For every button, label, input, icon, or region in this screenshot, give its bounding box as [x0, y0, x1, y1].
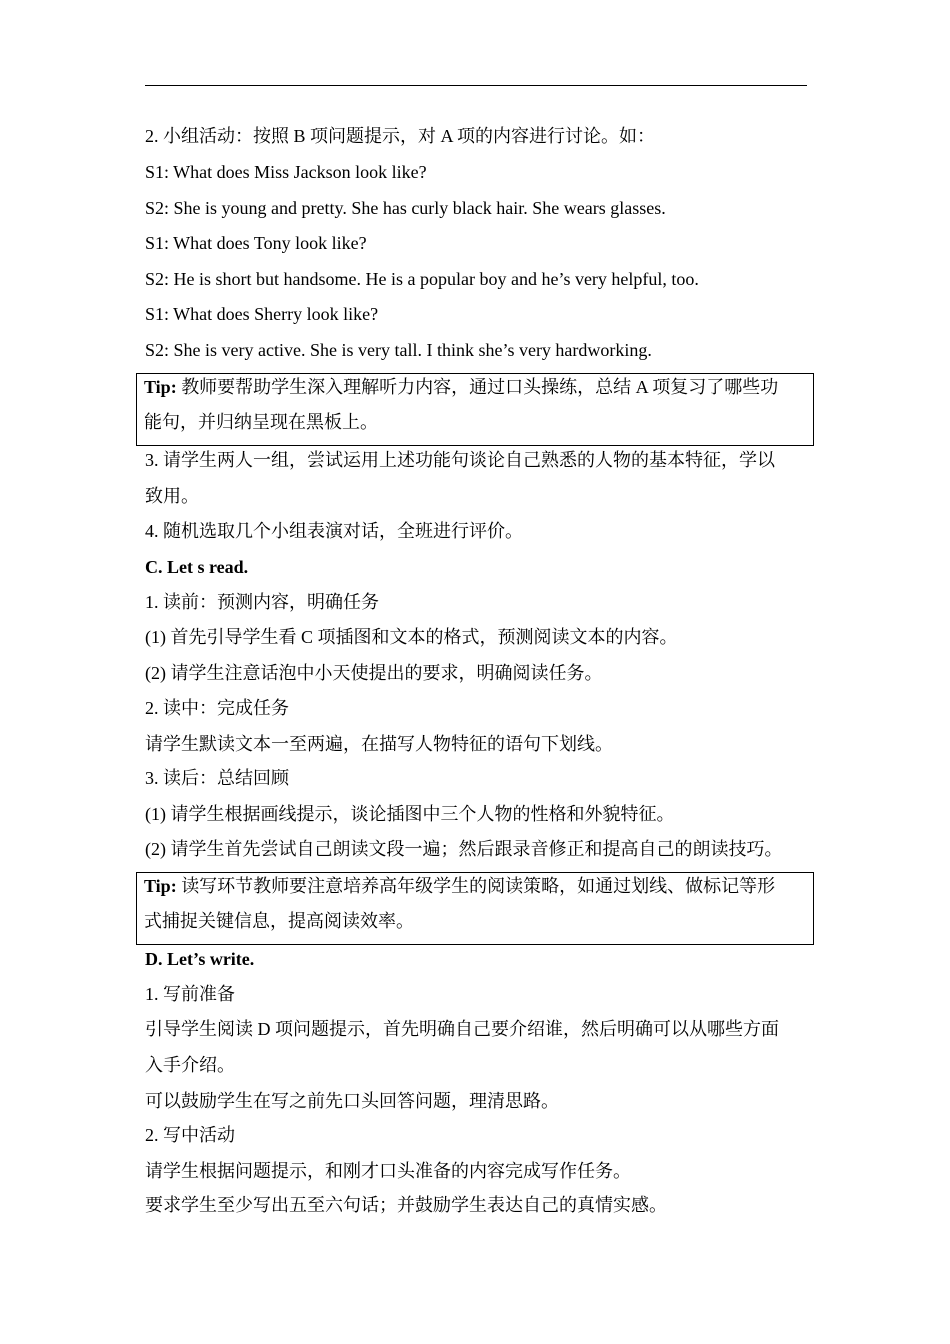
while-writing-item: 要求学生至少写出五至六句话；并鼓励学生表达自己的真情实感。	[145, 1195, 667, 1215]
post-reading-step: 3. 读后：总结回顾	[145, 768, 289, 788]
dialogue-line: S2: She is young and pretty. She has curly black hair. She wears glasses.	[145, 198, 666, 218]
while-reading-item: 请学生默读文本一至两遍，在描写人物特征的语句下划线。	[145, 734, 613, 754]
pre-writing-item-continued: 入手介绍。	[145, 1055, 235, 1075]
tip-box	[136, 373, 814, 446]
pre-writing-step: 1. 写前准备	[145, 984, 235, 1004]
post-reading-item: (2) 请学生首先尝试自己朗读文段一遍；然后跟录音修正和提高自己的朗读技巧。	[145, 839, 783, 859]
dialogue-line: S1: What does Miss Jackson look like?	[145, 162, 427, 182]
pre-reading-step: 1. 读前：预测内容，明确任务	[145, 592, 379, 612]
tip-line: 式捕捉关键信息，提高阅读效率。	[144, 911, 414, 931]
post-reading-item: (1) 请学生根据画线提示，谈论插图中三个人物的性格和外貌特征。	[145, 804, 675, 824]
dialogue-line: S1: What does Tony look like?	[145, 233, 367, 253]
step-3-pair-work: 3. 请学生两人一组，尝试运用上述功能句谈论自己熟悉的人物的基本特征，学以	[145, 450, 775, 470]
tip-text: 教师要帮助学生深入理解听力内容，通过口头操练，总结 A 项复习了哪些功	[176, 377, 779, 397]
pre-reading-item: (2) 请学生注意话泡中小天使提出的要求，明确阅读任务。	[145, 663, 603, 683]
step-2-group-activity: 2. 小组活动：按照 B 项问题提示，对 A 项的内容进行讨论。如：	[145, 126, 656, 146]
section-heading-read: C. Let s read.	[145, 557, 249, 577]
step-3-continued: 致用。	[145, 486, 199, 506]
pre-writing-item: 引导学生阅读 D 项问题提示，首先明确自己要介绍谁，然后明确可以从哪些方面	[145, 1019, 779, 1039]
while-writing-item: 请学生根据问题提示，和刚才口头准备的内容完成写作任务。	[145, 1161, 631, 1181]
step-4-performance: 4. 随机选取几个小组表演对话，全班进行评价。	[145, 521, 523, 541]
tip-box	[136, 872, 814, 945]
tip-label: Tip:	[144, 377, 177, 397]
dialogue-line: S2: She is very active. She is very tall. I think she’s very hardworking.	[145, 340, 652, 360]
dialogue-line: S2: He is short but handsome. He is a popular boy and he’s very helpful, too.	[145, 269, 699, 289]
header-rule	[145, 85, 807, 86]
while-reading-step: 2. 读中：完成任务	[145, 698, 289, 718]
tip-line	[144, 376, 778, 398]
while-writing-step: 2. 写中活动	[145, 1125, 235, 1145]
tip-text: 读写环节教师要注意培养高年级学生的阅读策略，如通过划线、做标记等形	[176, 876, 776, 896]
section-heading-write: D. Let’s write.	[145, 949, 255, 969]
dialogue-line: S1: What does Sherry look like?	[145, 304, 379, 324]
pre-reading-item: (1) 首先引导学生看 C 项插图和文本的格式，预测阅读文本的内容。	[145, 627, 678, 647]
tip-line	[144, 875, 775, 897]
tip-line: 能句，并归纳呈现在黑板上。	[144, 412, 378, 432]
tip-label: Tip:	[144, 876, 177, 896]
pre-writing-item: 可以鼓励学生在写之前先口头回答问题，理清思路。	[145, 1091, 559, 1111]
